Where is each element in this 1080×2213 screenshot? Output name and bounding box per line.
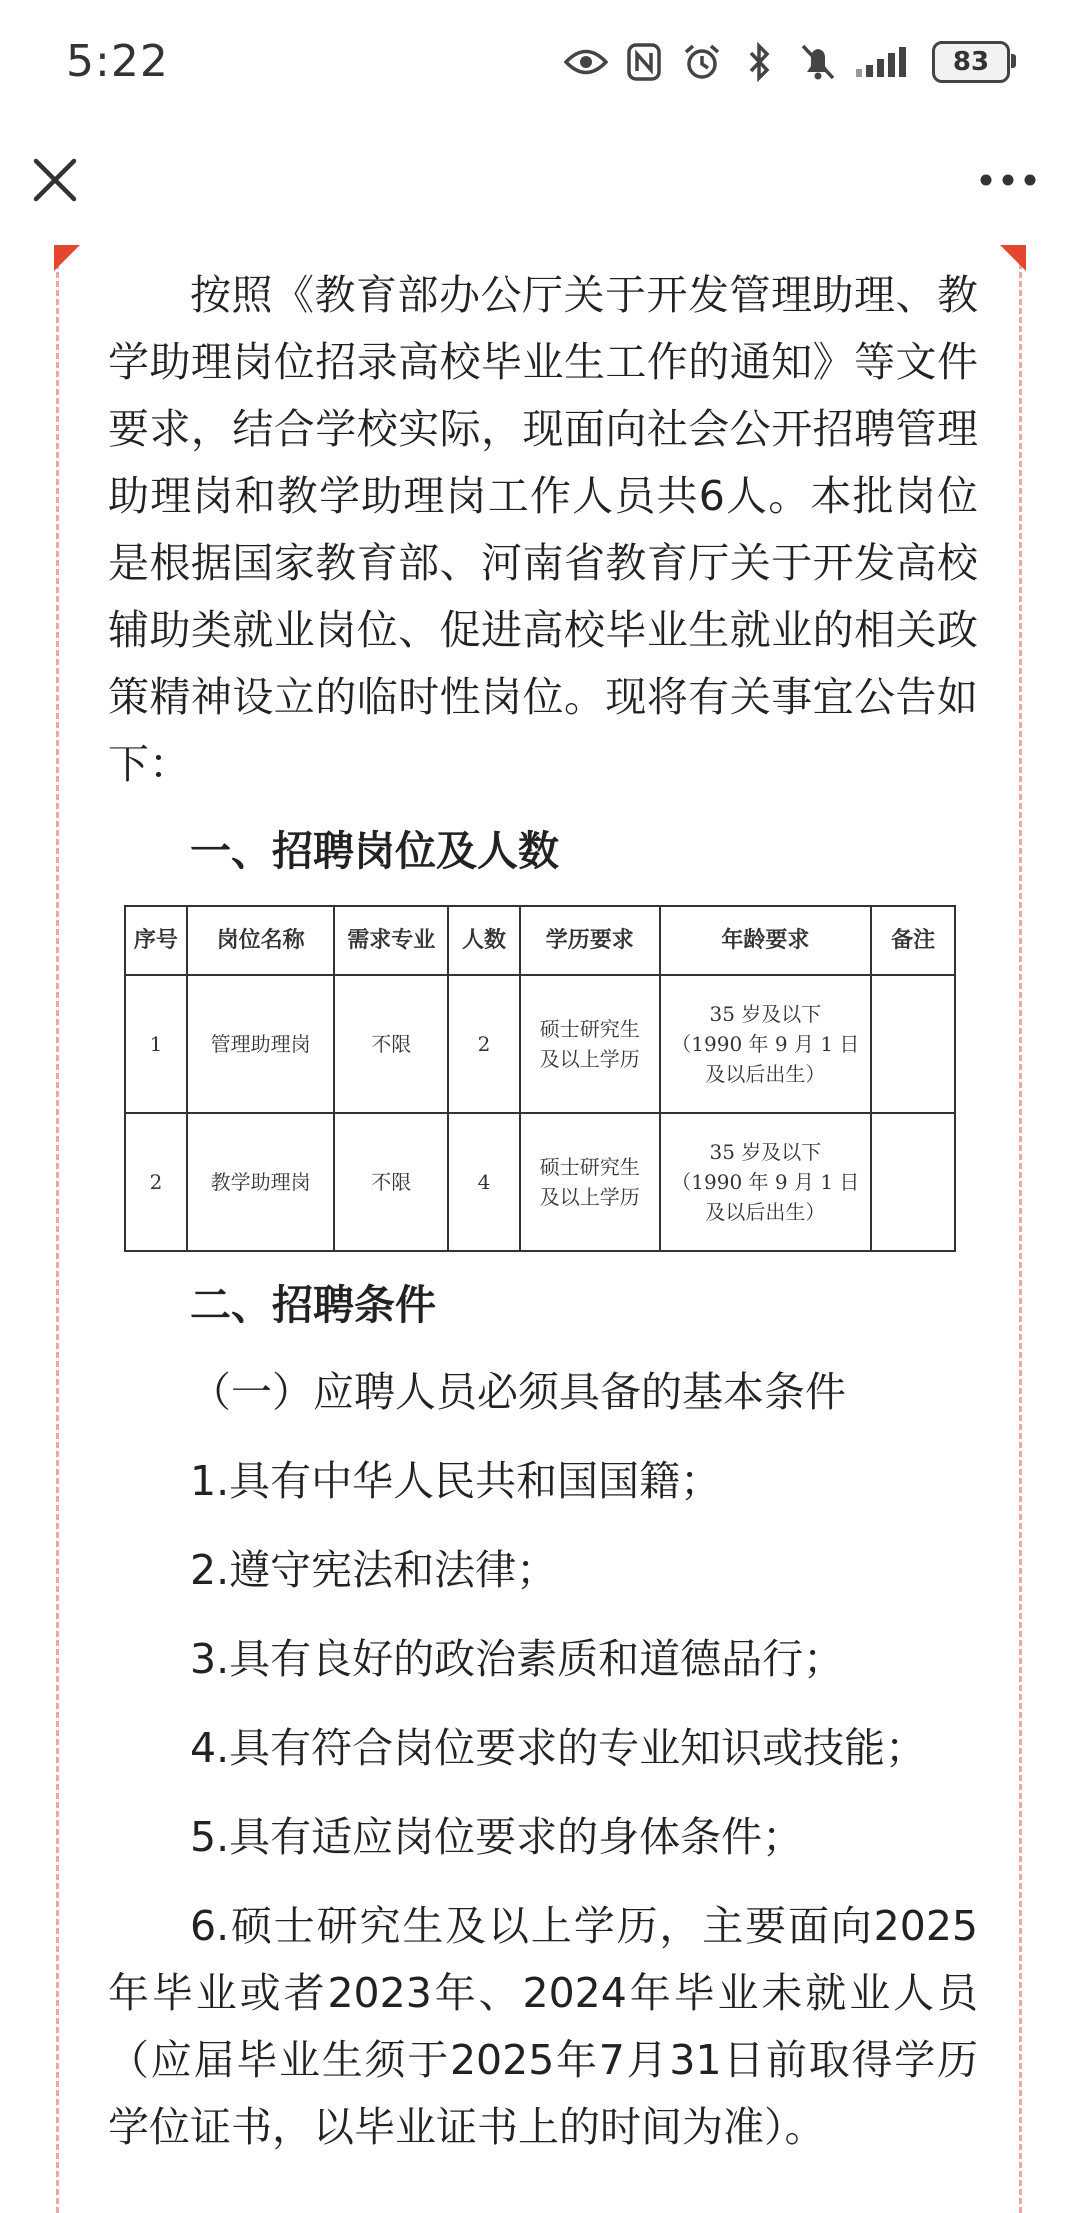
article-content — [108, 262, 978, 2161]
table-header-row — [125, 906, 955, 975]
condition-item: 5.具有适应岗位要求的身体条件； — [190, 1813, 804, 1861]
header-major: 需求专业 — [334, 906, 448, 975]
mute-icon — [796, 40, 840, 84]
cell-major: 不限 — [334, 1113, 448, 1251]
cell-position: 管理助理岗 — [187, 975, 335, 1113]
table-row — [125, 1113, 955, 1251]
cell-age-line1: 35 岁及以下 — [709, 1002, 822, 1026]
section2-title: 二、招聘条件 — [190, 1281, 436, 1329]
cell-age-line2: （1990 年 9 月 1 日 — [671, 1170, 860, 1194]
cell-no: 2 — [125, 1113, 187, 1251]
cell-age — [660, 975, 872, 1113]
header-education: 学历要求 — [520, 906, 660, 975]
cell-position: 教学助理岗 — [187, 1113, 335, 1251]
cell-age — [660, 1113, 872, 1251]
header-count: 人数 — [448, 906, 520, 975]
condition-item: 6.硕士研究生及以上学历，主要面向2025年毕业或者2023年、2024年毕业未就业人员（应届毕业生须于2025年7月31日前取得学历学位证书，以毕业证书上的时间为准）。 — [108, 1902, 978, 2151]
cell-education — [520, 1113, 660, 1251]
condition-item: 4.具有符合岗位要求的专业知识或技能； — [190, 1724, 927, 1772]
subsection1-title: （一）应聘人员必须具备的基本条件 — [190, 1368, 846, 1416]
intro-paragraph: 按照《教育部办公厅关于开发管理助理、教学助理岗位招录高校毕业生工作的通知》等文件要求，结合学校实际，现面向社会公开招聘管理助理岗和教学助理岗工作人员共6人。本批岗位是根据国家教育部、河南省教育厅关于开发高校辅助类就业岗位、促进高校毕业生就业的相关政策精神设立的临时性岗位。现将有关事宜公告如下： — [108, 271, 978, 788]
bluetooth-icon — [738, 40, 782, 84]
section1-title: 一、招聘岗位及人数 — [190, 827, 559, 875]
cell-age-line1: 35 岁及以下 — [709, 1140, 822, 1164]
header-position: 岗位名称 — [187, 906, 335, 975]
header-age: 年龄要求 — [660, 906, 872, 975]
status-bar — [0, 0, 1080, 120]
table-row — [125, 975, 955, 1113]
more-button[interactable] — [976, 150, 1040, 210]
condition-item: 1.具有中华人民共和国国籍； — [190, 1457, 722, 1505]
job-table — [124, 905, 956, 1252]
more-icon — [976, 150, 1040, 210]
cell-age-line2: （1990 年 9 月 1 日 — [671, 1032, 860, 1056]
battery-indicator: 83 — [932, 41, 1010, 83]
cell-count: 4 — [448, 1113, 520, 1251]
status-time: 5:22 — [66, 36, 169, 87]
cell-count: 2 — [448, 975, 520, 1113]
close-icon — [28, 150, 82, 210]
corner-ornament-right — [1000, 245, 1026, 271]
nfc-icon — [622, 40, 666, 84]
condition-item: 3.具有良好的政治素质和道德品行； — [190, 1635, 845, 1683]
cell-age-line3: 及以后出生） — [705, 1062, 826, 1086]
alarm-icon — [680, 40, 724, 84]
cell-education-text: 硕士研究生及以上学历 — [539, 1155, 640, 1209]
cell-remark — [871, 975, 955, 1113]
signal-icon — [854, 40, 918, 84]
nav-bar — [0, 120, 1080, 245]
eye-icon — [564, 40, 608, 84]
cell-no: 1 — [125, 975, 187, 1113]
status-icons — [564, 40, 1010, 84]
cell-major: 不限 — [334, 975, 448, 1113]
cell-education — [520, 975, 660, 1113]
corner-ornament-left — [54, 245, 80, 271]
header-no: 序号 — [125, 906, 187, 975]
condition-item: 2.遵守宪法和法律； — [190, 1546, 558, 1594]
close-button[interactable] — [28, 150, 82, 210]
header-remark: 备注 — [871, 906, 955, 975]
cell-remark — [871, 1113, 955, 1251]
cell-age-line3: 及以后出生） — [705, 1200, 826, 1224]
cell-education-text: 硕士研究生及以上学历 — [539, 1017, 640, 1071]
